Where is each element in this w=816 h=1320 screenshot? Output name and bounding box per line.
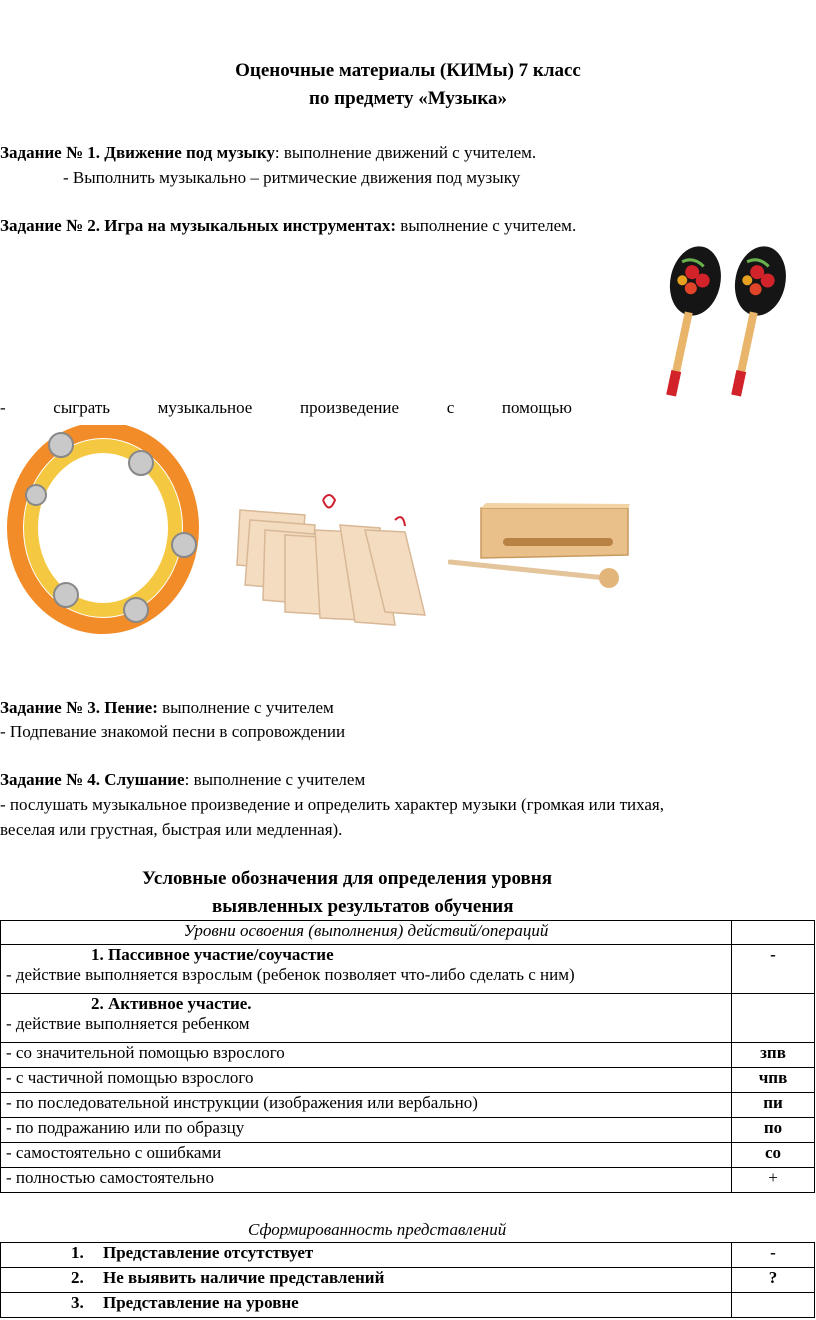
legend-table [0,920,815,1193]
woodblock-icon [448,500,638,595]
task1-sub: - Выполнить музыкально – ритмические движения под музыку [63,168,521,187]
representations-row [1,1243,732,1268]
legend-active-mark [732,994,815,1043]
legend-row-mark: чпв [732,1068,815,1093]
legend-passive-title: 1. Пассивное участие/соучастие [91,945,334,964]
task2-word: - [0,398,6,417]
legend-row-mark: + [732,1168,815,1193]
representations-num: 1. [71,1243,84,1262]
task4-sub2: веселая или грустная, быстрая или медленная). [0,820,343,839]
representations-mark [732,1293,815,1318]
task4-heading [0,770,365,790]
task1-heading [0,143,536,163]
task2-word: музыкальное [157,398,253,417]
page-title: Оценочные материалы (КИМы) 7 класс [235,60,581,81]
representations-text: Представление отсутствует [103,1243,314,1262]
task4-text: : выполнение с учителем [184,770,366,789]
task1-text: : выполнение движений с учителем. [274,143,537,162]
legend-row-mark: со [732,1143,815,1168]
legend-row-text: - по подражанию или по образцу [1,1118,732,1143]
task2-word: помощью [501,398,572,417]
representations-text: Представление на уровне [103,1293,299,1312]
tambourine-icon [6,425,201,635]
representations-text: Не выявить наличие представлений [103,1268,385,1287]
legend-title-line2: выявленных результатов обучения [212,896,514,917]
legend-row-mark: зпв [732,1043,815,1068]
task3-sub: - Подпевание знакомой песни в сопровождении [0,722,346,741]
legend-row-text: - по последовательной инструкции (изображения или вербально) [1,1093,732,1118]
legend-passive [1,945,732,994]
representations-mark: - [732,1243,815,1268]
task1-label: Задание № 1. Движение под музыку [0,143,275,162]
task4-sub1: - послушать музыкальное произведение и определить характер музыки (громкая или тихая, [0,795,664,814]
task3-heading [0,698,334,718]
representations-row [1,1293,732,1318]
legend-active-title: 2. Активное участие. [91,994,252,1013]
task2-label: Задание № 2. Игра на музыкальных инструментах: [0,216,397,235]
representations-num: 2. [71,1268,84,1287]
legend-row-mark: пи [732,1093,815,1118]
representations-title: Сформированность представлений [248,1220,507,1239]
legend-row-text: - со значительной помощью взрослого [1,1043,732,1068]
representations-row [1,1268,732,1293]
task2-word: с [446,398,455,417]
task2-text: выполнение с учителем. [396,216,577,235]
page-subtitle: по предмету «Музыка» [308,88,508,109]
task3-text: выполнение с учителем [157,698,334,717]
legend-row-mark: по [732,1118,815,1143]
legend-row-text: - полностью самостоятельно [1,1168,732,1193]
rattle-icon [235,490,435,640]
task3-label: Задание № 3. Пение: [0,698,158,717]
task2-word: сыграть [53,398,111,417]
legend-title-line1: Условные обозначения для определения уровня [142,868,553,889]
legend-header-mark [732,921,815,945]
legend-row-text: - с частичной помощью взрослого [1,1068,732,1093]
legend-header: Уровни освоения (выполнения) действий/операций [1,921,732,945]
task2-word: произведение [299,398,400,417]
representations-mark: ? [732,1268,815,1293]
legend-passive-desc: - действие выполняется взрослым (ребенок позволяет что-либо сделать с ним) [6,965,575,984]
representations-num: 3. [71,1293,84,1312]
legend-active-desc: - действие выполняется ребенком [6,1014,250,1033]
spoons-icon [660,243,800,408]
task4-label: Задание № 4. Слушание [0,770,185,789]
legend-row-text: - самостоятельно с ошибками [1,1143,732,1168]
representations-table [0,1242,815,1318]
legend-passive-mark: - [732,945,815,994]
legend-active [1,994,732,1043]
task2-heading [0,216,576,236]
task2-sub [0,398,572,418]
